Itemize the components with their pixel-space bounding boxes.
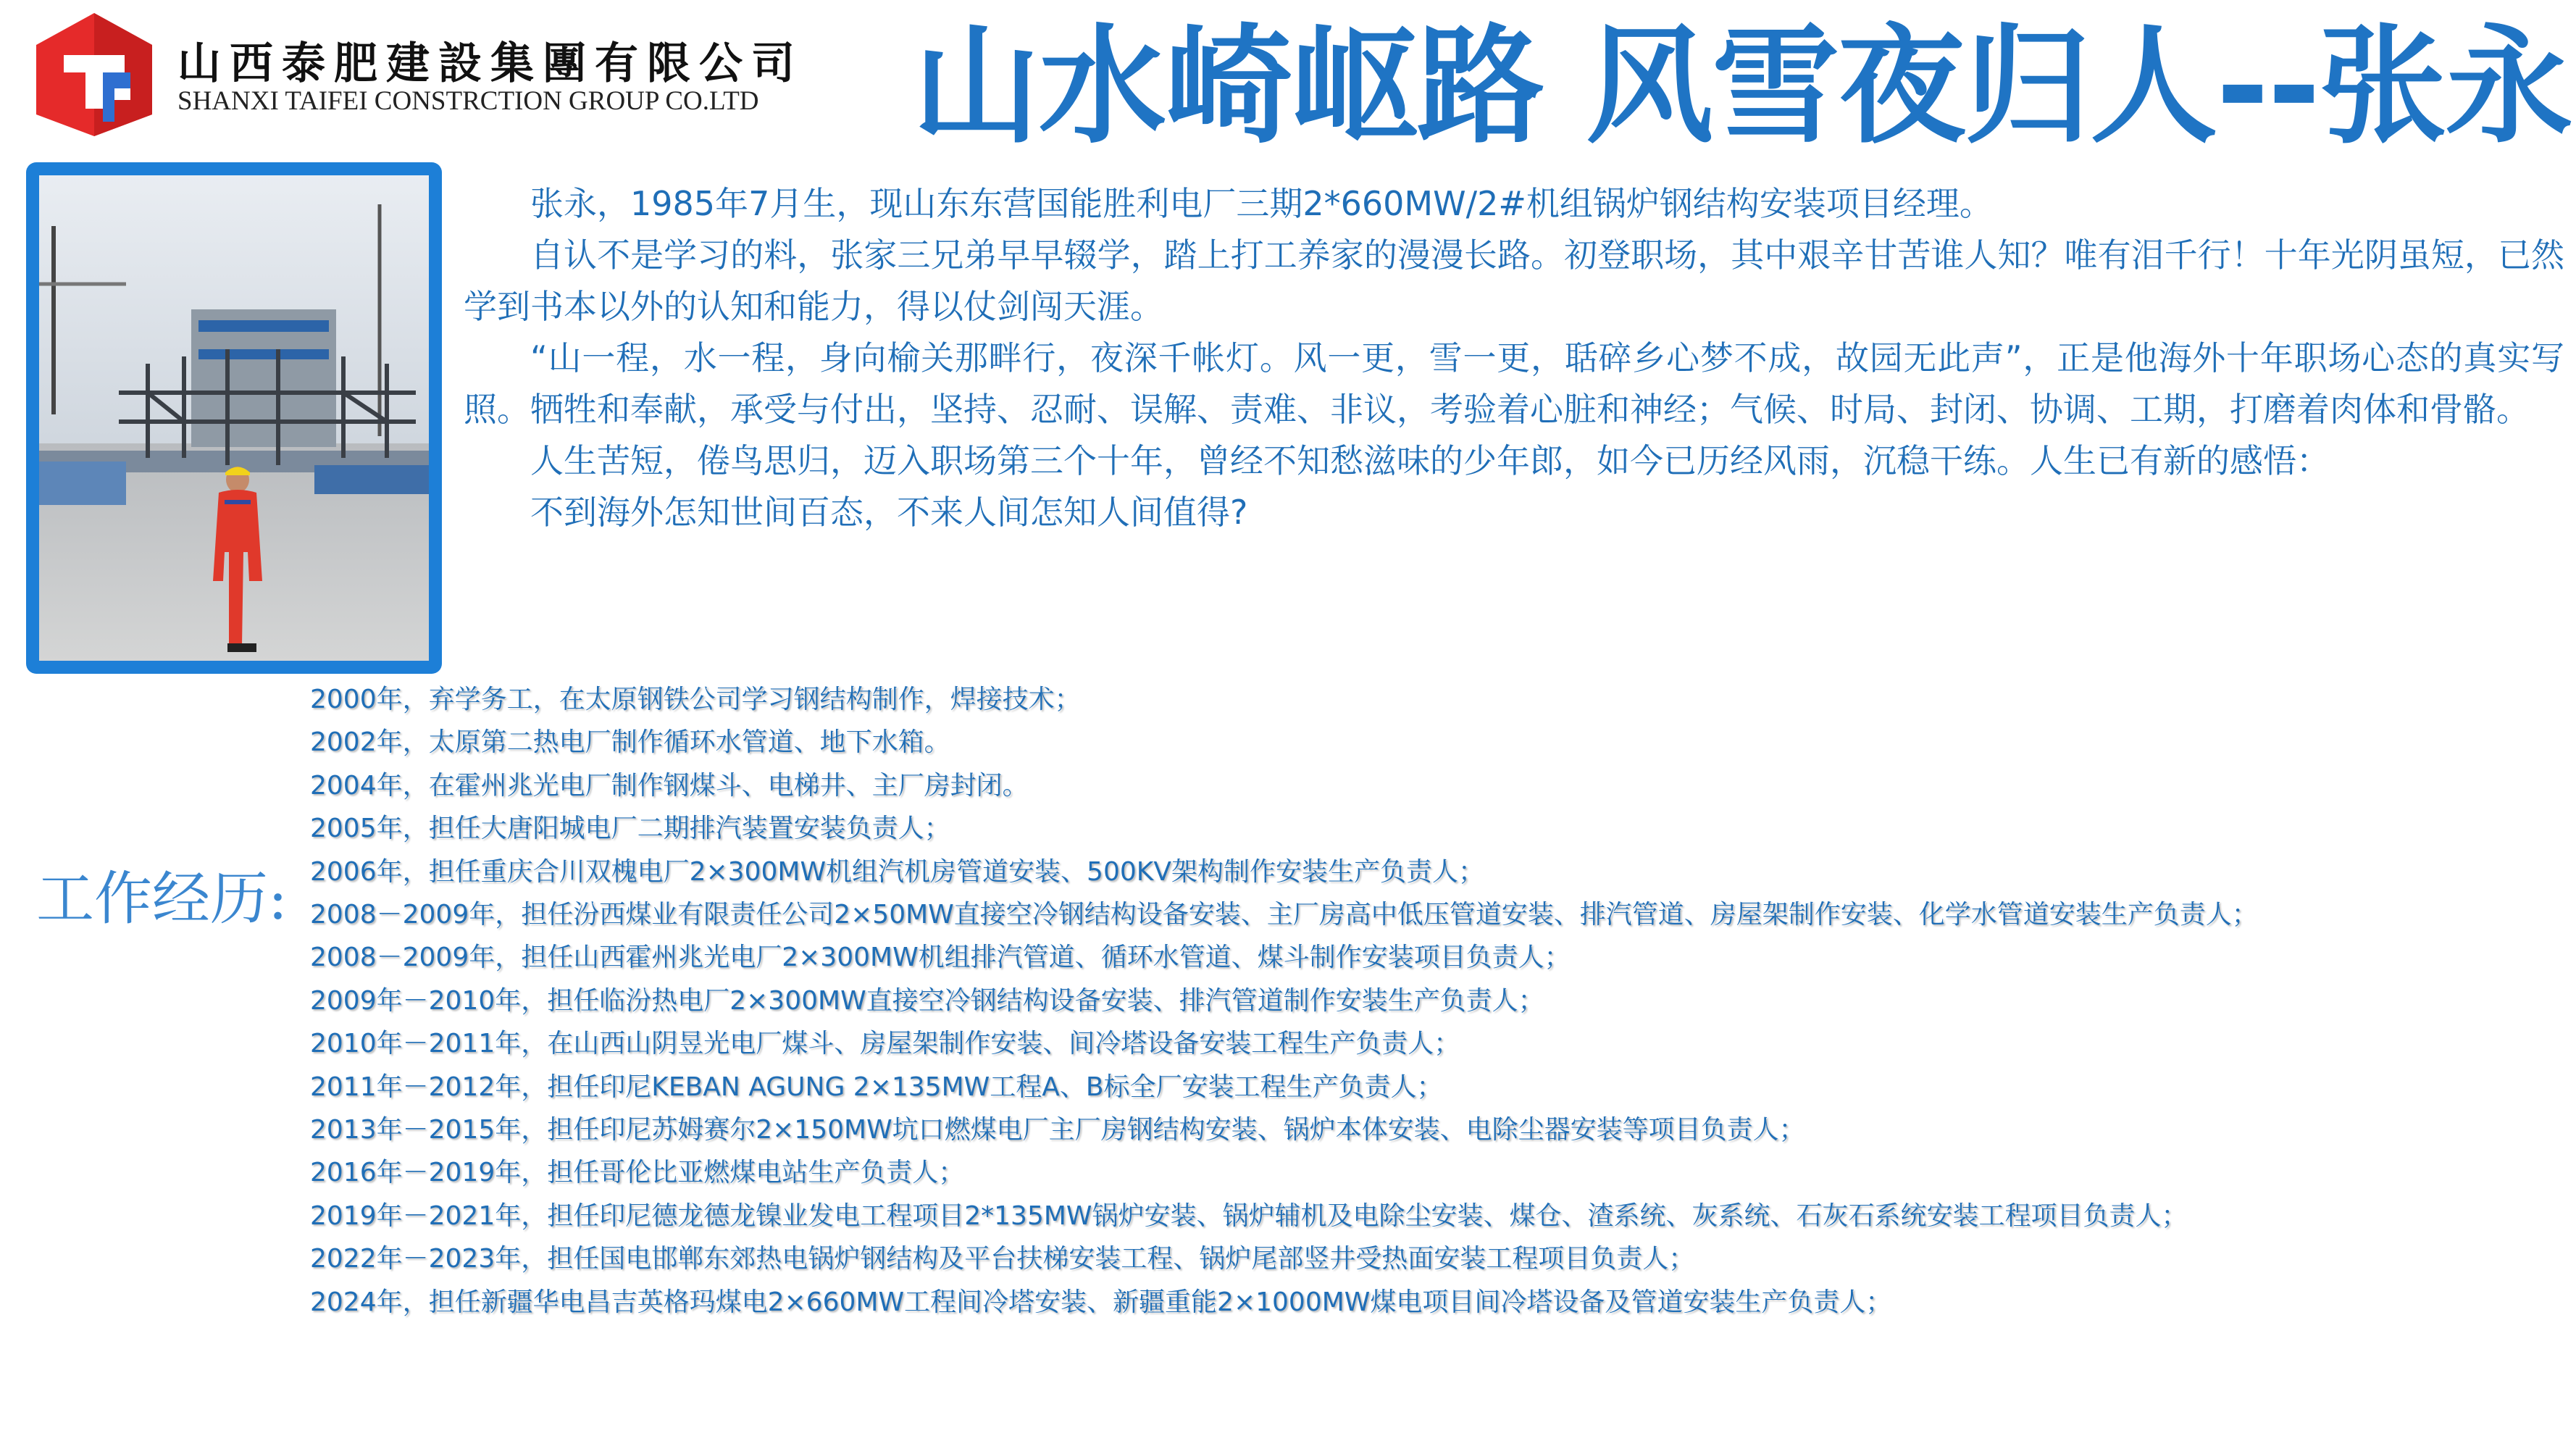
experience-item: 2000年，弃学务工，在太原钢铁公司学习钢结构制作，焊接技术；	[310, 685, 1081, 714]
work-experience-list	[310, 678, 2556, 1324]
experience-item: 2013年－2015年，担任印尼苏姆赛尔2×150MW坑口燃煤电厂主厂房钢结构安装、锅炉本体安装、电除尘器安装等项目负责人；	[310, 1115, 1805, 1145]
company-name-english: SHANXI TAIFEI CONSTRCTION GROUP CO.LTD	[177, 86, 759, 116]
experience-item: 2016年－2019年，担任哥伦比亚燃煤电站生产负责人；	[310, 1158, 965, 1188]
company-name-chinese: 山西泰肥建設集團有限公司	[177, 38, 803, 89]
experience-item: 2010年－2011年，在山西山阴昱光电厂煤斗、房屋架制作安装、间冷塔设备安装工程生产负责人；	[310, 1029, 1460, 1059]
experience-item: 2009年－2010年，担任临汾热电厂2×300MW直接空冷钢结构设备安装、排汽管道制作安装生产负责人；	[310, 985, 1544, 1016]
portrait-frame	[26, 162, 442, 674]
experience-item: 2008－2009年，担任山西霍州兆光电厂2×300MW机组排汽管道、循环水管道、煤斗制作安装项目负责人；	[310, 943, 1571, 973]
page-title: 山水崎岖路 风雪夜归人--张永	[913, 12, 2572, 161]
experience-item: 2002年，太原第二热电厂制作循环水管道、地下水箱。	[310, 727, 950, 758]
work-experience-label: 工作经历:	[36, 865, 288, 932]
experience-item: 2022年－2023年，担任国电邯郸东郊热电锅炉钢结构及平台扶梯安装工程、锅炉尾部竖井受热面安装工程项目负责人；	[310, 1244, 1695, 1274]
experience-item: 2006年，担任重庆合川双槐电厂2×300MW机组汽机房管道安装、500KV架构制作安装生产负责人；	[310, 856, 1485, 887]
experience-item: 2005年，担任大唐阳城电厂二期排汽装置安装负责人；	[310, 814, 950, 844]
company-logo-icon	[36, 13, 152, 136]
experience-item: 2004年，在霍州兆光电厂制作钢煤斗、电梯井、主厂房封闭。	[310, 770, 1029, 801]
experience-item: 2024年，担任新疆华电昌吉英格玛煤电2×660MW工程间冷塔安装、新疆重能2×1000MW煤电项目间冷塔设备及管道安装生产负责人；	[310, 1287, 1892, 1317]
biography	[464, 178, 2564, 538]
experience-item: 2019年－2021年，担任印尼德龙德龙镍业发电工程项目2*135MW锅炉安装、锅炉辅机及电除尘安装、煤仓、渣系统、灰系统、石灰石系统安装工程项目负责人；	[310, 1200, 2188, 1231]
bio-paragraph: “山一程，水一程，身向榆关那畔行，夜深千帐灯。风一更，雪一更，聒碎乡心梦不成，故园无此声”，正是他海外十年职场心态的真实写照。牺牲和奉献，承受与付出，坚持、忍耐、误解、责难、非议，考验着心脏和神经；气候、时局、封闭、协调、工期，打磨着肉体和骨骼。	[464, 338, 2564, 429]
bio-paragraph: 张永，1985年7月生，现山东东营国能胜利电厂三期2*660MW/2#机组锅炉钢结构安装项目经理。	[530, 184, 1993, 223]
bio-paragraph: 不到海外怎知世间百态，不来人间怎知人间值得?	[530, 493, 1248, 532]
experience-item: 2011年－2012年，担任印尼KEBAN AGUNG 2×135MW工程A、B标全厂安装工程生产负责人；	[310, 1072, 1443, 1102]
bio-paragraph: 自认不是学习的料，张家三兄弟早早辍学，踏上打工养家的漫漫长路。初登职场，其中艰辛甘苦谁人知？唯有泪千行！十年光阴虽短，已然学到书本以外的认知和能力，得以仗剑闯天涯。	[464, 235, 2564, 326]
portrait-photo-icon	[39, 175, 429, 661]
experience-item: 2008－2009年，担任汾西煤业有限责任公司2×50MW直接空冷钢结构设备安装、主厂房高中低压管道安装、排汽管道、房屋架制作安装、化学水管道安装生产负责人；	[310, 900, 2258, 930]
bio-paragraph: 人生苦短，倦鸟思归，迈入职场第三个十年，曾经不知愁滋味的少年郎，如今已历经风雨，沉稳干练。人生已有新的感悟：	[530, 441, 2330, 480]
